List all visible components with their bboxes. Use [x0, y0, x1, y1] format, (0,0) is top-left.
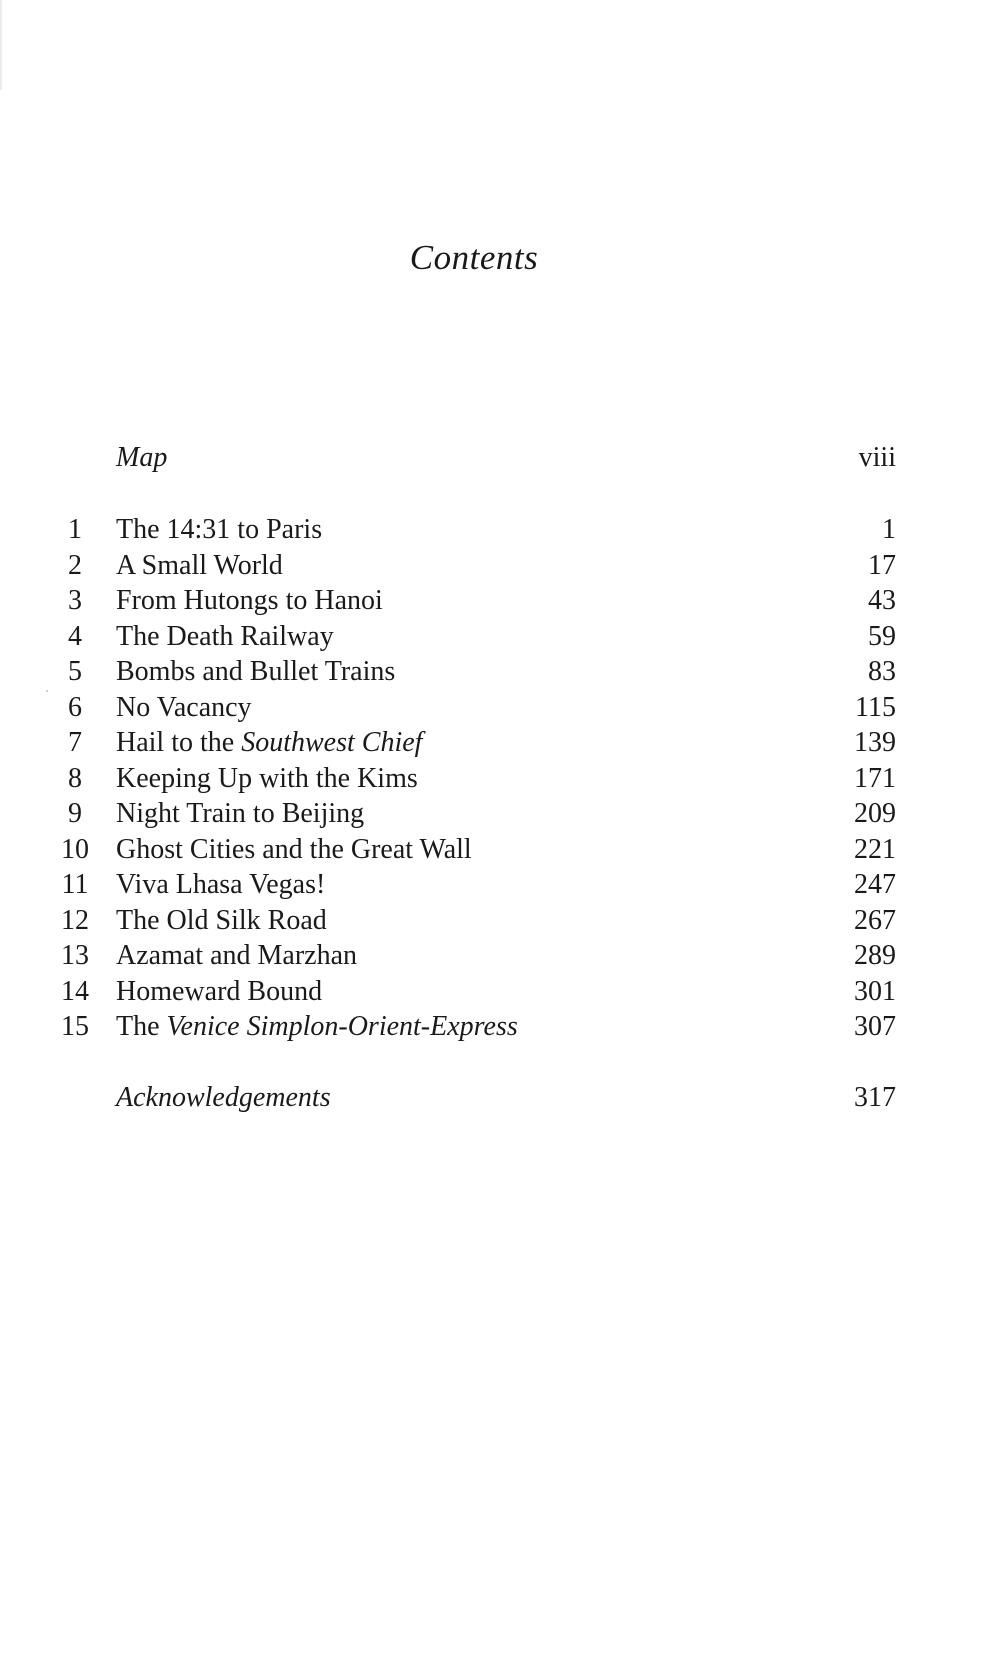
- chapter-title-part: The 14:31 to Paris: [116, 514, 323, 545]
- page-edge-shadow: [0, 0, 3, 90]
- chapter-title: [116, 974, 322, 1010]
- chapter-number: 2: [68, 549, 82, 581]
- chapter-title-part: Viva Lhasa Vegas!: [116, 869, 326, 900]
- chapter-page-number: 115: [855, 691, 896, 723]
- toc-entry-chapter[interactable]: [60, 832, 896, 868]
- front-matter-list: [60, 440, 896, 476]
- chapter-title-italic-part: Venice Simplon-Orient-Express: [166, 1011, 518, 1042]
- chapter-number: 3: [68, 585, 82, 616]
- chapter-number: 10: [61, 833, 89, 865]
- chapter-title-part: No Vacancy: [116, 691, 252, 723]
- chapter-page-number: 43: [868, 585, 896, 616]
- chapter-number: 12: [61, 904, 89, 936]
- chapter-title-part: The Old Silk Road: [116, 904, 327, 936]
- chapter-title: [116, 832, 472, 868]
- chapter-number: 4: [68, 620, 82, 652]
- chapter-title-part: Homeward Bound: [116, 975, 323, 1007]
- chapter-title: [116, 654, 395, 690]
- chapter-number: 6: [68, 691, 82, 723]
- chapter-page-number: 247: [854, 869, 896, 900]
- toc-entry-chapter[interactable]: [60, 867, 896, 903]
- chapter-page-number: 17: [868, 549, 896, 581]
- back-matter-list: [60, 1080, 896, 1116]
- toc-entry-chapter[interactable]: [60, 903, 896, 939]
- chapter-title-part: Hail to the: [116, 727, 242, 758]
- toc-entry-chapter[interactable]: [60, 761, 896, 797]
- chapter-number: 1: [68, 514, 82, 545]
- chapter-page-number: 1: [882, 514, 896, 545]
- chapter-page-number: 139: [854, 727, 896, 758]
- chapter-title-part: The Death Railway: [116, 620, 334, 652]
- back-matter-title: Acknowledgements: [116, 1082, 331, 1113]
- toc-entry-chapter[interactable]: [60, 974, 896, 1010]
- chapter-page-number: 209: [854, 798, 896, 829]
- chapter-number: 14: [61, 975, 89, 1007]
- chapter-title: [116, 619, 334, 655]
- chapter-number: 13: [61, 940, 89, 971]
- chapter-number: 8: [68, 762, 82, 794]
- chapter-title: [116, 548, 283, 584]
- toc-entry-chapter[interactable]: [60, 654, 896, 690]
- chapter-title: [116, 690, 252, 726]
- chapter-title-part: Ghost Cities and the Great Wall: [116, 833, 472, 865]
- chapter-number: 11: [61, 869, 89, 900]
- chapter-title: [116, 903, 327, 939]
- chapter-page-number: 307: [854, 1011, 896, 1042]
- chapter-number: 15: [61, 1011, 89, 1042]
- toc-entry-chapter[interactable]: [60, 690, 896, 726]
- toc-entry-map[interactable]: [60, 440, 896, 476]
- front-matter-title: Map: [116, 442, 168, 473]
- chapter-title-part: The: [116, 1011, 167, 1042]
- toc-entry-chapter[interactable]: [60, 938, 896, 974]
- chapter-page-number: 171: [854, 762, 896, 794]
- paper-speck: [46, 690, 48, 692]
- chapter-number: 9: [68, 798, 82, 829]
- chapter-page-number: 59: [868, 620, 896, 652]
- chapter-title: [116, 796, 364, 832]
- toc-entry-acknowledgements[interactable]: [60, 1080, 896, 1116]
- chapter-page-number: 301: [854, 975, 896, 1007]
- chapter-title: [116, 867, 325, 903]
- chapter-title-part: Night Train to Beijing: [116, 798, 365, 829]
- chapter-list: [60, 512, 896, 1045]
- chapter-title: [116, 1009, 518, 1045]
- back-matter-page: 317: [854, 1082, 896, 1113]
- chapter-page-number: 83: [868, 656, 896, 687]
- chapter-title: [116, 938, 357, 974]
- chapter-title-part: Bombs and Bullet Trains: [116, 656, 396, 687]
- toc-entry-chapter[interactable]: [60, 1009, 896, 1045]
- toc-entry-chapter[interactable]: [60, 619, 896, 655]
- chapter-page-number: 221: [854, 833, 896, 865]
- chapter-title: [116, 583, 383, 619]
- front-matter-page: viii: [858, 442, 896, 473]
- toc-entry-chapter[interactable]: [60, 796, 896, 832]
- toc-entry-chapter[interactable]: [60, 512, 896, 548]
- chapter-page-number: 289: [854, 940, 896, 971]
- toc-entry-chapter[interactable]: [60, 725, 896, 761]
- chapter-title-part: Keeping Up with the Kims: [116, 762, 418, 794]
- chapter-title: [116, 512, 322, 548]
- contents-title: Contents: [409, 238, 539, 277]
- chapter-title-part: From Hutongs to Hanoi: [116, 585, 383, 616]
- chapter-title-part: Azamat and Marzhan: [116, 940, 357, 971]
- toc-entry-chapter[interactable]: [60, 583, 896, 619]
- chapter-title: [116, 761, 418, 797]
- toc-entry-chapter[interactable]: [60, 548, 896, 584]
- chapter-title: [116, 725, 422, 761]
- chapter-title-part: A Small World: [116, 549, 283, 581]
- chapter-number: 7: [68, 727, 82, 758]
- chapter-title-italic-part: Southwest Chief: [241, 727, 423, 758]
- chapter-number: 5: [68, 656, 82, 687]
- chapter-page-number: 267: [854, 904, 896, 936]
